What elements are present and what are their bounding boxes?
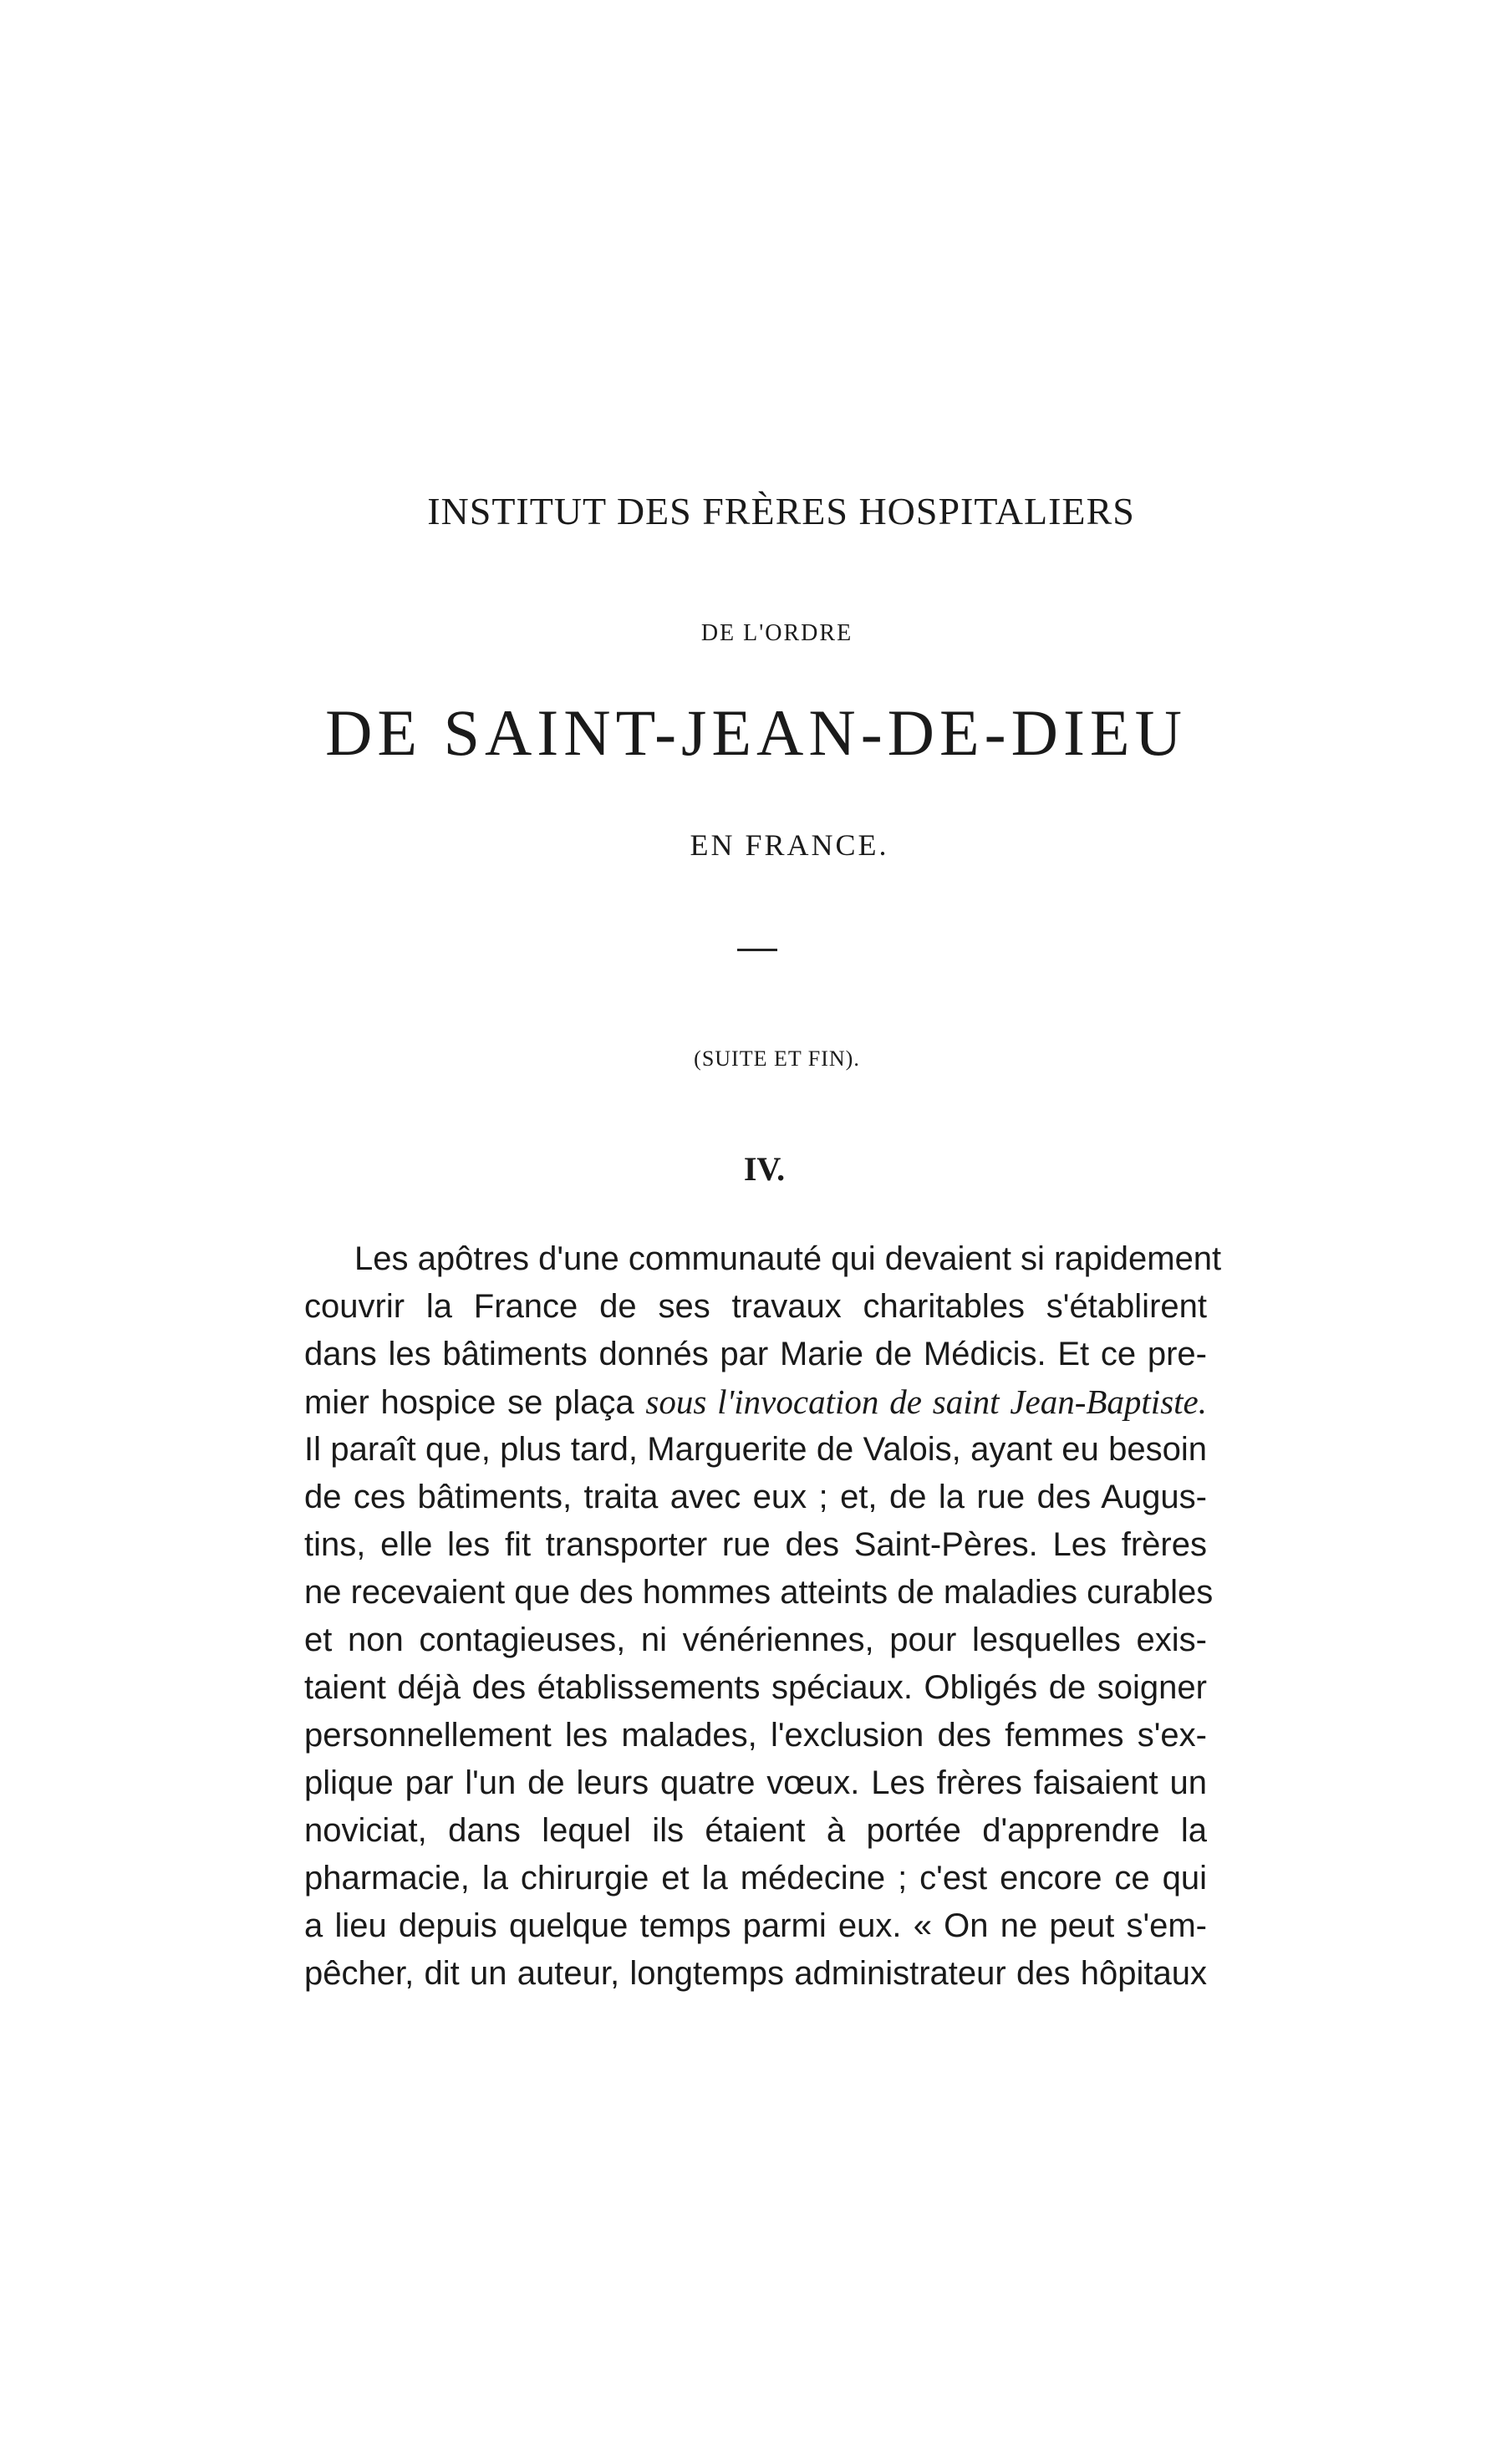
- text-line: taient déjà des établissements spéciaux. Obligés de soigner: [304, 1669, 1207, 1706]
- text-line: pêcher, dit un auteur, longtemps administrateur des hôpitaux: [304, 1955, 1207, 1992]
- continuation-note: (SUITE ET FIN).: [694, 1046, 860, 1071]
- text-line: ne recevaient que des hommes atteints de maladies curables: [304, 1574, 1214, 1611]
- text-line: et non contagieuses, ni vénériennes, pour lesquelles exis-: [304, 1622, 1207, 1658]
- country-subtitle: EN FRANCE.: [690, 828, 889, 862]
- text-line-roman: mier hospice se plaça: [304, 1384, 646, 1421]
- text-line: noviciat, dans lequel ils étaient à portée d'apprendre la: [304, 1812, 1207, 1849]
- text-line: dans les bâtiments donnés par Marie de Médicis. Et ce pre-: [304, 1336, 1207, 1372]
- main-title: DE SAINT-JEAN-DE-DIEU: [325, 696, 1187, 769]
- text-line: [304, 1378, 1207, 1426]
- text-line: couvrir la France de ses travaux charitables s'établirent: [304, 1288, 1207, 1325]
- text-line: Les apôtres d'une communauté qui devaient si rapidement: [354, 1240, 1222, 1277]
- institute-heading: INSTITUT DES FRÈRES HOSPITALIERS: [427, 490, 1135, 532]
- text-line: Il paraît que, plus tard, Marguerite de Valois, ayant eu besoin: [304, 1431, 1207, 1468]
- text-line: pharmacie, la chirurgie et la médecine ; c'est encore ce qui: [304, 1860, 1207, 1897]
- order-subheading: DE L'ORDRE: [700, 620, 853, 646]
- title-divider: [737, 949, 777, 951]
- text-line: a lieu depuis quelque temps parmi eux. « On ne peut s'em-: [304, 1907, 1207, 1944]
- body-paragraph: [304, 1235, 1222, 1998]
- text-line: de ces bâtiments, traita avec eux ; et, de la rue des Augus-: [304, 1479, 1207, 1515]
- text-line: plique par l'un de leurs quatre vœux. Les frères faisaient un: [304, 1764, 1207, 1801]
- section-number: IV.: [743, 1150, 786, 1188]
- text-line: personnellement les malades, l'exclusion des femmes s'ex-: [304, 1717, 1207, 1754]
- text-line-italic: sous l'invocation de saint Jean-Baptiste.: [645, 1382, 1207, 1421]
- text-line: tins, elle les fit transporter rue des Saint-Pères. Les frères: [304, 1526, 1207, 1563]
